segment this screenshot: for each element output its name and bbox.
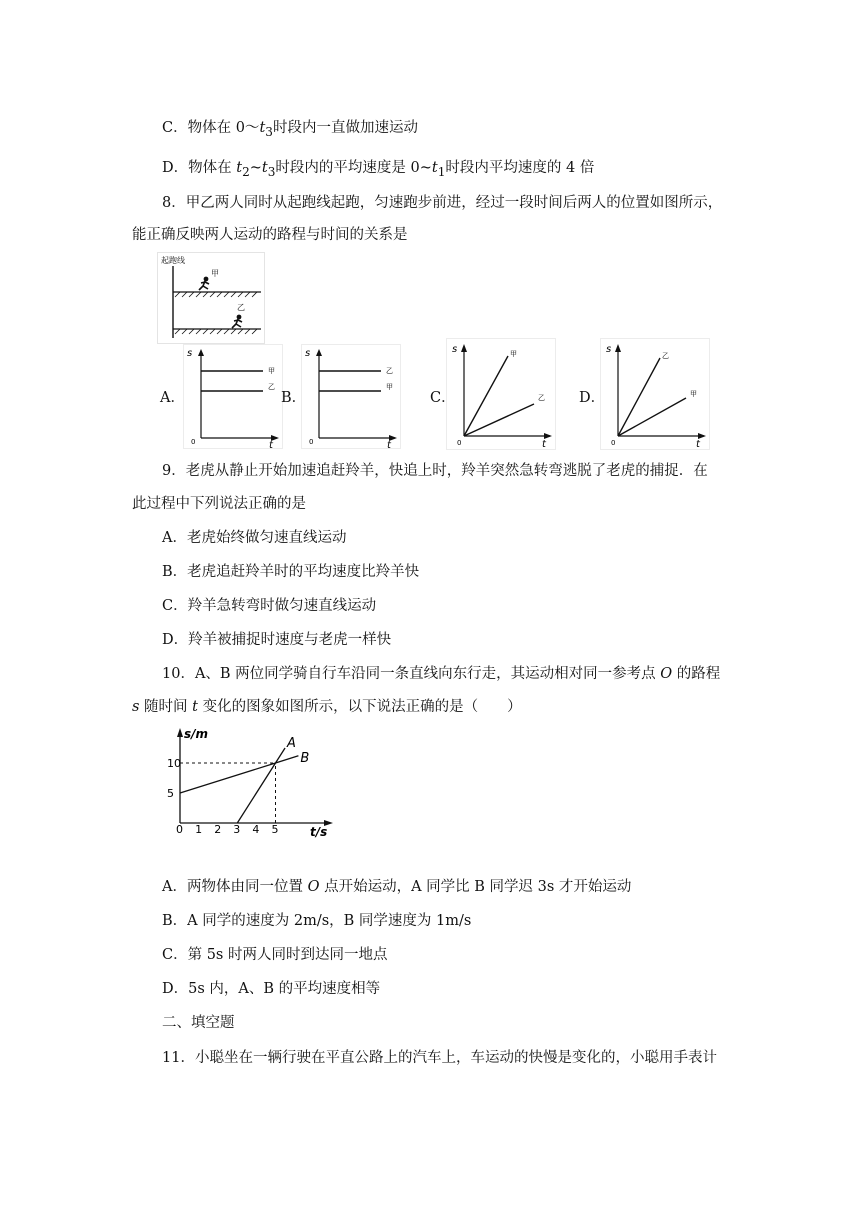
q9-option-a: A．老虎始终做匀速直线运动 <box>162 530 347 546</box>
q8-graph-d <box>600 338 710 450</box>
q10-option-b: B．A 同学的速度为 2m/s，B 同学速度为 1m/s <box>162 913 472 929</box>
q8-start-line-label: 起跑线 <box>161 256 185 265</box>
axis-s-label: s <box>305 348 311 359</box>
q8-option-a-label: A． <box>160 390 185 406</box>
line-label: 乙 <box>386 367 393 375</box>
origin-label: 0 <box>611 439 616 447</box>
series-line-A <box>237 748 285 823</box>
q9-stem-line2: 此过程中下列说法正确的是 <box>132 496 306 512</box>
axis-s-label: s <box>452 344 458 355</box>
axis-t-label: t <box>387 440 391 449</box>
series-lines <box>180 736 309 823</box>
x-tick-label: 5 <box>271 823 279 836</box>
runner-icon-bottom <box>232 315 242 328</box>
q8-option-b-label: B． <box>281 390 307 406</box>
y-tick-label: 10 <box>167 757 181 770</box>
line-label: 甲 <box>510 350 517 358</box>
line-label: 乙 <box>538 394 545 402</box>
q9-stem-line1: 9．老虎从静止开始加速追赶羚羊，快追上时，羚羊突然急转弯逃脱了老虎的捕捉．在 <box>162 463 708 479</box>
q9-option-c: C．羚羊急转弯时做匀速直线运动 <box>162 598 377 614</box>
x-tick-label: 2 <box>214 823 222 836</box>
line-label: 甲 <box>268 367 275 375</box>
q8-graph-c <box>446 338 556 450</box>
x-tick-label: 1 <box>195 823 203 836</box>
q8-scene-figure <box>157 252 265 344</box>
y-axis-label: s/m <box>184 727 209 741</box>
dashed-guides <box>180 763 276 823</box>
q8-graph-a <box>183 344 283 449</box>
tick-labels <box>167 757 279 836</box>
x-tick-label: 3 <box>233 823 241 836</box>
q8-option-d-label: D． <box>579 390 606 406</box>
x-axis-label: t/s <box>310 825 328 839</box>
q8-runner-bottom-label: 乙 <box>237 303 245 312</box>
axis-s-label: s <box>606 344 612 355</box>
q9-option-b: B．老虎追赶羚羊时的平均速度比羚羊快 <box>162 564 420 580</box>
q10-st-chart <box>160 724 350 839</box>
q8-stem-line1: 8．甲乙两人同时从起跑线起跑，匀速跑步前进，经过一段时间后两人的位置如图所示， <box>162 195 723 211</box>
q9-option-d: D．羚羊被捕捉时速度与老虎一样快 <box>162 632 392 648</box>
q10-option-d: D．5s 内，A、B 的平均速度相等 <box>162 981 381 997</box>
section-heading-fill-in: 二、填空题 <box>162 1015 235 1031</box>
line-label: 甲 <box>690 390 697 398</box>
x-tick-label: 4 <box>252 823 260 836</box>
q8-stem-line2: 能正确反映两人运动的路程与时间的关系是 <box>132 227 408 243</box>
q10-option-a: A．两物体由同一位置 O 点开始运动，A 同学比 B 同学迟 3s 才开始运动 <box>162 879 632 895</box>
origin-label: 0 <box>457 439 462 447</box>
axis-t-label: t <box>269 440 273 449</box>
q10-option-c: C．第 5s 时两人同时到达同一地点 <box>162 947 388 963</box>
origin-label: 0 <box>191 438 196 446</box>
y-tick-label: 5 <box>167 787 174 800</box>
origin-label: 0 <box>309 438 314 446</box>
chart-axes <box>177 728 333 826</box>
q8-runner-top-label: 甲 <box>211 269 219 278</box>
series-label-A: A <box>287 736 296 751</box>
line-label: 甲 <box>386 383 393 391</box>
q10-stem-line2: s 随时间 t 变化的图象如图所示，以下说法正确的是（ ） <box>132 699 522 715</box>
q7-option-c: C．物体在 $0\sim t_3$时段内一直做加速运动 <box>162 120 418 139</box>
x-tick-label: 0 <box>176 823 183 836</box>
axis-t-label: t <box>696 439 700 450</box>
q11-stem-line1: 11．小聪坐在一辆行驶在平直公路上的汽车上，车运动的快慢是变化的，小聪用手表计 <box>162 1050 717 1066</box>
runner-icon-top <box>199 277 209 290</box>
q7-option-d: D．物体在 $t_2\sim t_3$时段内的平均速度是 $0\sim t_1$时段内平均速度的 4 倍 <box>162 160 595 179</box>
line-label: 乙 <box>662 352 669 360</box>
q8-graph-b <box>301 344 401 449</box>
axis-s-label: s <box>187 348 193 359</box>
series-line-B <box>180 756 298 793</box>
q10-stem-line1: 10．A、B 两位同学骑自行车沿同一条直线向东行走，其运动相对同一参考点 O 的路程 <box>162 666 721 682</box>
q8-option-c-label: C． <box>430 390 456 406</box>
series-label-B: B <box>300 750 310 766</box>
line-label: 乙 <box>268 383 275 391</box>
axis-t-label: t <box>542 439 546 450</box>
